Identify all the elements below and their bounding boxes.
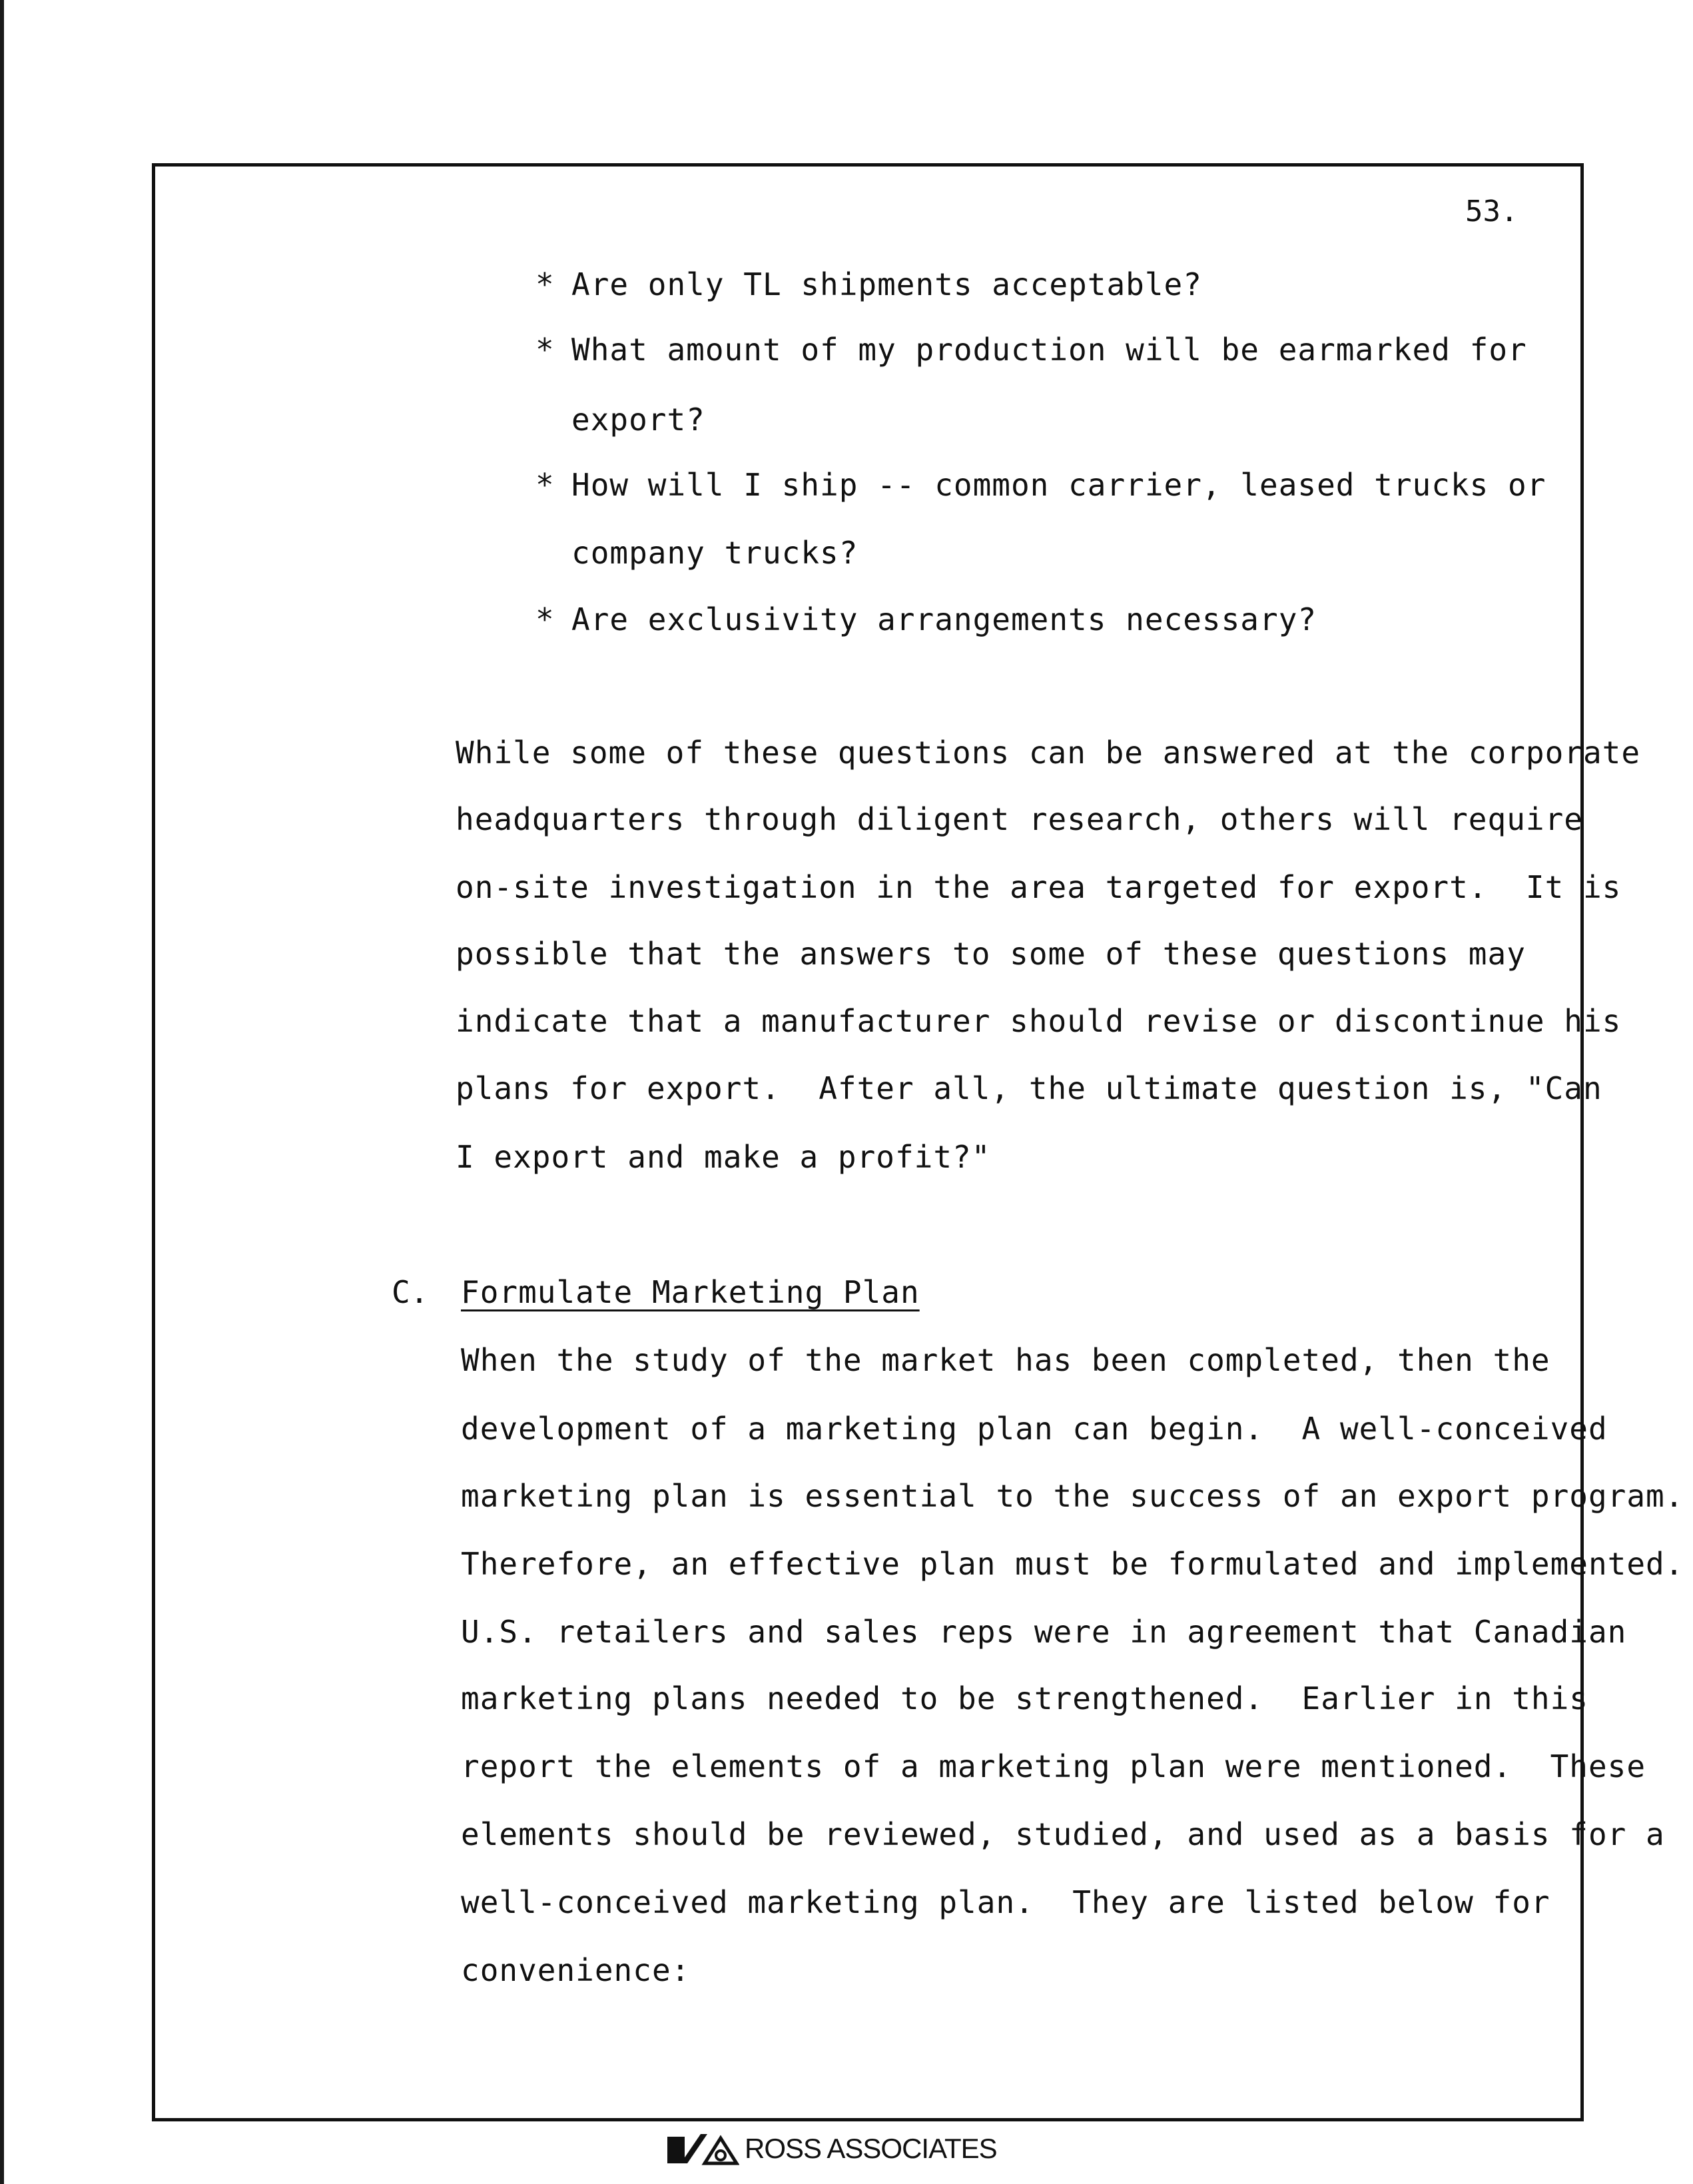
paragraph-line: headquarters through diligent research, others will require	[456, 801, 1583, 837]
section-line: When the study of the market has been completed, then the	[461, 1342, 1550, 1378]
section-line: Therefore, an effective plan must be formulated and implemented.	[461, 1546, 1684, 1582]
bullet-line: Are exclusivity arrangements necessary?	[571, 601, 1317, 637]
section-line: marketing plans needed to be strengthened. Earlier in this	[461, 1680, 1588, 1716]
bullet-line: How will I ship -- common carrier, leased trucks or	[571, 467, 1546, 503]
bullet-line: What amount of my production will be earmarked for	[571, 332, 1527, 368]
section-letter: C.	[392, 1274, 429, 1310]
paragraph-line: plans for export. After all, the ultimate question is, "Can	[456, 1070, 1602, 1106]
ross-associates-logo-icon	[666, 2131, 739, 2166]
paragraph-line: indicate that a manufacturer should revise or discontinue his	[456, 1003, 1622, 1039]
bullet-star: *	[535, 266, 554, 302]
footer	[666, 2130, 997, 2167]
section-line: marketing plan is essential to the success of an export program.	[461, 1478, 1684, 1514]
bullet-star: *	[535, 467, 554, 503]
section-line: U.S. retailers and sales reps were in agreement that Canadian	[461, 1614, 1627, 1650]
section-line: well-conceived marketing plan. They are listed below for	[461, 1884, 1550, 1920]
section-line: convenience:	[461, 1952, 691, 1988]
section-line: report the elements of a marketing plan were mentioned. These	[461, 1748, 1646, 1784]
paragraph-line: I export and make a profit?"	[456, 1139, 991, 1175]
section-line: elements should be reviewed, studied, and used as a basis for a	[461, 1816, 1665, 1852]
bullet-line: Are only TL shipments acceptable?	[571, 266, 1202, 302]
paragraph-line: on-site investigation in the area targeted for export. It is	[456, 869, 1622, 905]
company-name: ROSS ASSOCIATES	[745, 2133, 997, 2164]
bullet-line-continued: company trucks?	[571, 535, 858, 571]
bullet-star: *	[535, 601, 554, 637]
scan-left-edge	[0, 0, 4, 2184]
bullet-line-continued: export?	[571, 402, 705, 438]
section-line: development of a marketing plan can begin. A well-conceived	[461, 1411, 1608, 1447]
bullet-star: *	[535, 332, 554, 368]
paragraph-line: While some of these questions can be answered at the corporate	[456, 735, 1641, 771]
paragraph-line: possible that the answers to some of these questions may	[456, 936, 1526, 972]
section-heading: Formulate Marketing Plan	[461, 1274, 920, 1310]
page-number: 53.	[1465, 194, 1519, 228]
